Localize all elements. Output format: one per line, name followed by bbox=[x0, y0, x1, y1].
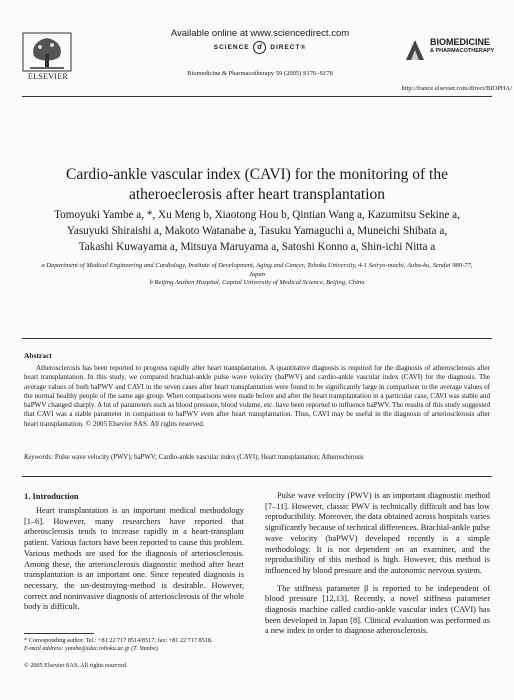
abstract-top-divider bbox=[22, 338, 492, 339]
journal-logo-title: BIOMEDICINE bbox=[430, 37, 491, 47]
online-availability-note: Available online at www.sciencedirect.com bbox=[170, 28, 350, 39]
author-line: Yasuyuki Shiraishi a, Makoto Watanabe a, Tasuku Yamaguchi a, Muneichi Shibata a, bbox=[66, 224, 448, 237]
publisher-name: ELSEVIER bbox=[27, 72, 69, 81]
journal-url[interactable]: http://france.elsevier.com/direct/BIOPHA/ bbox=[401, 85, 512, 92]
keywords bbox=[24, 453, 490, 462]
corresponding-author-contact: * Corresponding author. Tel.: +81 22 717 8514/8517; fax: +81 22 717 8518. bbox=[24, 637, 213, 644]
keywords-list: Pulse wave velocity (PWV); baPWV; Cardio-ankle vascular index (CAVI); Heart transplantation; Atherosclerosis bbox=[54, 454, 364, 461]
journal-emblem-icon bbox=[404, 38, 426, 62]
author-line: Tomoyuki Yambe a, *, Xu Meng b, Xiaotong Hou b, Qintian Wang a, Kazumitsu Sekine a, bbox=[54, 209, 460, 221]
footnote-divider bbox=[24, 633, 94, 634]
intro-left-column: Heart transplantation is an important medical methodology [1–6]. However, many researchers have reported that atherosclerosis tends to increase rapidly in a heart-transplant patient. Various factors have been reported to cause this problem. Various methods are used for the diagnosis of arteriosclerosis. Among these, the arteriosclerosis diagnostic method after heart transplantation is an important one. Since repeated diagnosis is necessary, the un-destroying-method is desirable. However, correct and noninvasive diagnosis of arteriosclerosis of the whole body is difficult. bbox=[24, 506, 244, 612]
sciencedirect-mark: d bbox=[253, 41, 266, 54]
article-title: Cardio-ankle vascular index (CAVI) for the monitoring of the atheroeclerosis after heart transplantation bbox=[66, 166, 448, 203]
affiliation-a: a Department of Medical Engineering and Cardiology, Institute of Development, Aging and Cancer, Tohoku University, 4-1 Seiryo-machi, Aoba-ku, Sendai 980-77, Japan bbox=[41, 262, 473, 278]
journal-logo-subtitle: & PHARMACOTHERAPY bbox=[430, 48, 495, 54]
abstract-heading: Abstract bbox=[24, 351, 52, 360]
corresponding-author-email: E-mail address: yambe@idac.tohoku.ac.jp (T. Yambe). bbox=[24, 645, 160, 652]
author-list bbox=[30, 208, 484, 255]
elsevier-tree-logo bbox=[22, 32, 72, 72]
intro-paragraph: Pulse wave velocity (PWV) is an important diagnostic method [7–11]. However, classic PWV is technically difficult and has low reproducibility. Moreover, the data obtained across hospitals varies significantly because of technical differences. Brachial-ankle pulse wave velocity (baPWV) developed recently is a simple methodology. It is not dependent on an examiner, and the reproducibility of this method is high. However, this method is influenced by blood pressure and the autonomic nervous system. bbox=[265, 491, 490, 575]
abstract-text: Atherosclerosis has been reported to progress rapidly after heart transplantation. A quantitative diagnosis is required for the diagnosis of atherosclerosis after heart transplantation. In this study, we compared brachial-ankle pulse wave velocity (baPWV) and cardio-ankle vascular index (CAVI) for the diagnosis. The average values of both baPWV and CAVI in the seven cases after heart transplantation were found to be significantly large in comparison to the average values of the normal healthy people of the same age group. When comparisons were made before and after the heart transplantation in a particular case, CAVI was stable and baPWV changed sharply. A lot of parameters such as blood pressure, blood volume, etc. have been reported to influence baPWV. The results of this study suggested that CAVI was a stable parameter in comparison to baPWV even after heart transplantation. Thus, CAVI may be useful in the diagnosis of arteriosclerosis after heart transplantation. © 2005 Elsevier SAS. All rights reserved. bbox=[24, 364, 490, 428]
header-divider bbox=[22, 96, 492, 97]
affiliations bbox=[40, 262, 474, 288]
intro-paragraph: The stiffness parameter β is reported to be independent of blood pressure [12,13]. Recently, a novel stiffness parameter diagnosis machine called cardio-ankle vascular index (CAVI) has been developed in Japan [8]. Clinical evaluation was performed as a new index in order to diagnose atherosclerosis. bbox=[265, 583, 490, 636]
keywords-label: Keywords: bbox=[24, 454, 54, 461]
sciencedirect-logo: SCIENCE d DIRECT® bbox=[150, 41, 370, 54]
affiliation-b: b Beijing Anzhen Hospital, Capital University of Medical Science, Beijing, China bbox=[149, 279, 365, 286]
copyright-line: © 2005 Elsevier SAS. All rights reserved. bbox=[24, 662, 128, 669]
journal-citation: Biomedicine & Pharmacotherapy 59 (2005) S176–S178 bbox=[187, 70, 333, 77]
abstract-bottom-divider bbox=[22, 476, 492, 477]
author-line: Takashi Kuwayama a, Mitsuya Maruyama a, Satoshi Konno a, Shin-ichi Nitta a bbox=[78, 240, 436, 253]
corresponding-author-footnote bbox=[24, 637, 249, 653]
intro-right-column bbox=[265, 491, 490, 644]
section-heading: 1. Introduction bbox=[24, 491, 79, 501]
journal-logo bbox=[404, 38, 514, 62]
